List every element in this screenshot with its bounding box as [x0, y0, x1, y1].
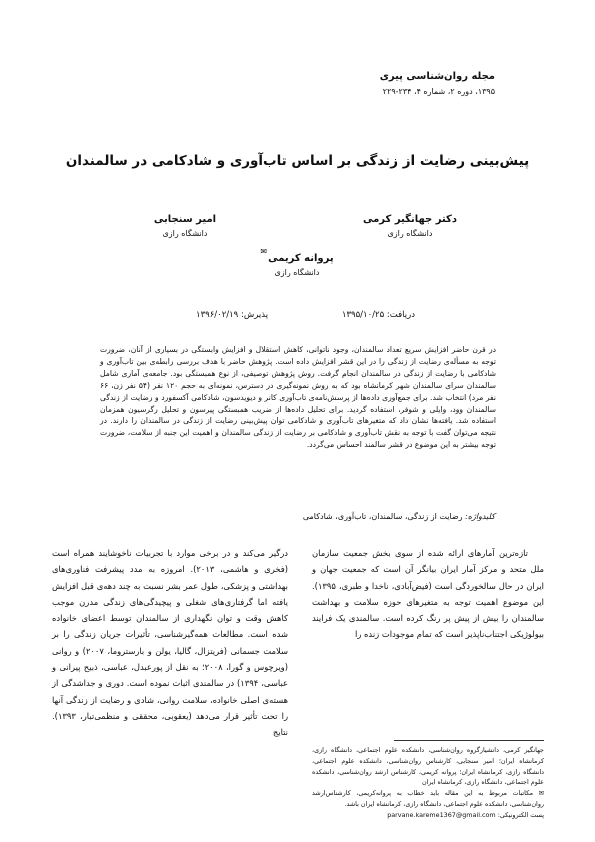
email-label: پست الکترونیکی: — [495, 810, 544, 819]
keywords-label: کلیدواژه: — [465, 512, 495, 521]
author-name: دکتر جهانگیر کرمی — [363, 214, 457, 225]
body-column-right — [312, 545, 544, 643]
keywords-text: رضایت از زندگی، سالمندان، تاب‌آوری، شادکامی — [302, 512, 466, 521]
email-address: parvane.kareme1367@gmail.com — [387, 810, 496, 819]
author-3 — [212, 247, 382, 278]
journal-header — [235, 70, 495, 98]
envelope-icon: ✉ — [260, 247, 268, 256]
journal-issue: ۱۳۹۵، دوره ۲، شماره ۴، ۲۳۴-۲۲۹ — [382, 87, 495, 96]
body-column-left — [52, 545, 288, 741]
author-2 — [100, 213, 270, 239]
author-affiliation: دانشگاه رازی — [387, 229, 433, 238]
author-affiliation: دانشگاه رازی — [274, 268, 320, 277]
journal-name: مجله روان‌شناسی پیری — [379, 71, 495, 82]
footnote-divider — [394, 740, 544, 741]
author-name-line — [212, 247, 382, 266]
footnote-affiliations: جهانگیر کرمی، دانشیارگروه روان‌شناسی، دانشکده علوم اجتماعی، دانشگاه رازی، کرمانشاه ایران؛ امیر سنجابی، کارشناس روان‌شناسی، دانشکده علوم اجتماعی، دانشگاه رازی، کرمانشاه ایران؛ پروانه کریمی، کارشناس ارشد روان‌شناسی، دانشکده علوم اجتماعی، دانشگاه رازی، کرمانشاه ایران — [312, 746, 544, 787]
author-name: امیر سنجابی — [153, 214, 217, 225]
footnote-correspondence: ✉ مکاتبات مربوط به این مقاله باید خطاب به پروانه‌کریمی، کارشناس‌ارشد روان‌شناسی، دانشکده علوم اجتماعی، دانشگاه رازی، کرمانشاه ایران باشد. — [312, 789, 544, 808]
paper-title: پیش‌بینی رضایت از زندگی بر اساس تاب‌آوری و شادکامی در سالمندان — [65, 153, 530, 169]
accepted-date: پذیرش: ۱۳۹۶/۰۲/۱۹ — [196, 310, 269, 320]
author-1 — [325, 213, 495, 239]
body-paragraph: تازه‌ترین آمارهای ارائه شده از سوی بخش جمعیت سازمان ملل متحد و مرکز آمار ایران بیانگر آن است که جمعیت جهان و ایران در حال سالخوردگی است (فیض‌آبادی، ناخدا و طبری، ۱۳۹۵). این موضوع اهمیت توجه به متغیرهای حوزه سلامت و بهداشت سالمندان را بیش از پیش پر رنگ کرده است. سالمندی یک فرایند بیولوژیکی اجتناب‌ناپذیر است که تمام موجودات زنده را — [312, 548, 544, 640]
footnote — [312, 745, 544, 821]
author-affiliation: دانشگاه رازی — [162, 229, 208, 238]
body-paragraph: درگیر می‌کند و در برخی موارد با تجربیات ناخوشایند همراه است (فخری و هاشمی، ۲۰۱۳). امروزه به مدد پیشرفت فناوری‌های بهداشتی و پزشکی، طول عمر بشر نسبت به چند دهه‌ی قبل افزایش یافته اما گرفتاری‌های شغلی و پیچیدگی‌های زندگی مدرن موجب کاهش وقت و توان نگهداری از سالمندان توسط اعضای خانواده شده است. مطالعات همه‌گیرشناسی، تأثیرات جریان زندگی را بر سلامت جسمانی (فریتزال، گالیا، یولن و بارستروما، ۲۰۰۷) و روانی (ویرچوس و گورا، ۲۰۰۸؛ به نقل از پورعبدل، عباسی، ذبیح پیرانی و عباسی، ۱۳۹۴) در سالمندی اثبات نموده است. دوری و جداشدگی از هسته‌ی اصلی خانواده، سلامت روانی، شادی و رضایت از زندگی آنها را تحت تأثیر قرار می‌دهد (یعقوبی، محققی و منظمی‌تبار، ۱۳۹۳). نتایج — [52, 548, 288, 738]
author-name: پروانه کریمی — [268, 253, 334, 264]
keywords — [135, 512, 495, 521]
abstract: در قرن حاضر افزایش سریع تعداد سالمندان، وجود ناتوانی، کاهش استقلال و افزایش وابستگی در بسیاری از آنان، ضرورت توجه به مسأله‌ی رضایت از زندگی را در این قشر افزایش داده است. پژوهش حاضر با هدف بررسی رابطه‌ی بین تاب‌آوری و شادکامی با رضایت از زندگی در سالمندان انجام گرفت. روش پژوهش توصیفی، از نوع همبستگی بود. جامعه‌ی آماری شامل سالمندان سرای سالمندان شهر کرمانشاه بود که به روش نمونه‌گیری در دسترس، نمونه‌ای به حجم ۱۲۰ نفر (۵۴ نفر زن، ۶۶ نفر مرد) انتخاب شد. برای جمع‌آوری داده‌ها از پرسش‌نامه‌ی تاب‌آوری کانر و دیویدسون، شادکامی آکسفورد و رضایت از زندگی سالمندان وود، وایلی و شوفر، استفاده گردید. برای تحلیل داده‌ها از ضریب همبستگی پیرسون و تحلیل رگرسیون همزمان استفاده شد. یافته‌ها نشان داد که متغیرهای تاب‌آوری و شادکامی توان پیش‌بینی رضایت از زندگی در سالمندان را دارند. در نتیجه می‌توان گفت با توجه به نقش تاب‌آوری و شادکامی بر رضایت از زندگی سالمندان و اهمیت این جنبه از سلامت، ضرورت توجه بیشتر به این موضوع در قشر سالمند احساس می‌گردد. — [100, 345, 496, 450]
received-date: دریافت: ۱۳۹۵/۱۰/۲۵ — [341, 310, 415, 320]
footnote-email-line — [312, 810, 544, 821]
